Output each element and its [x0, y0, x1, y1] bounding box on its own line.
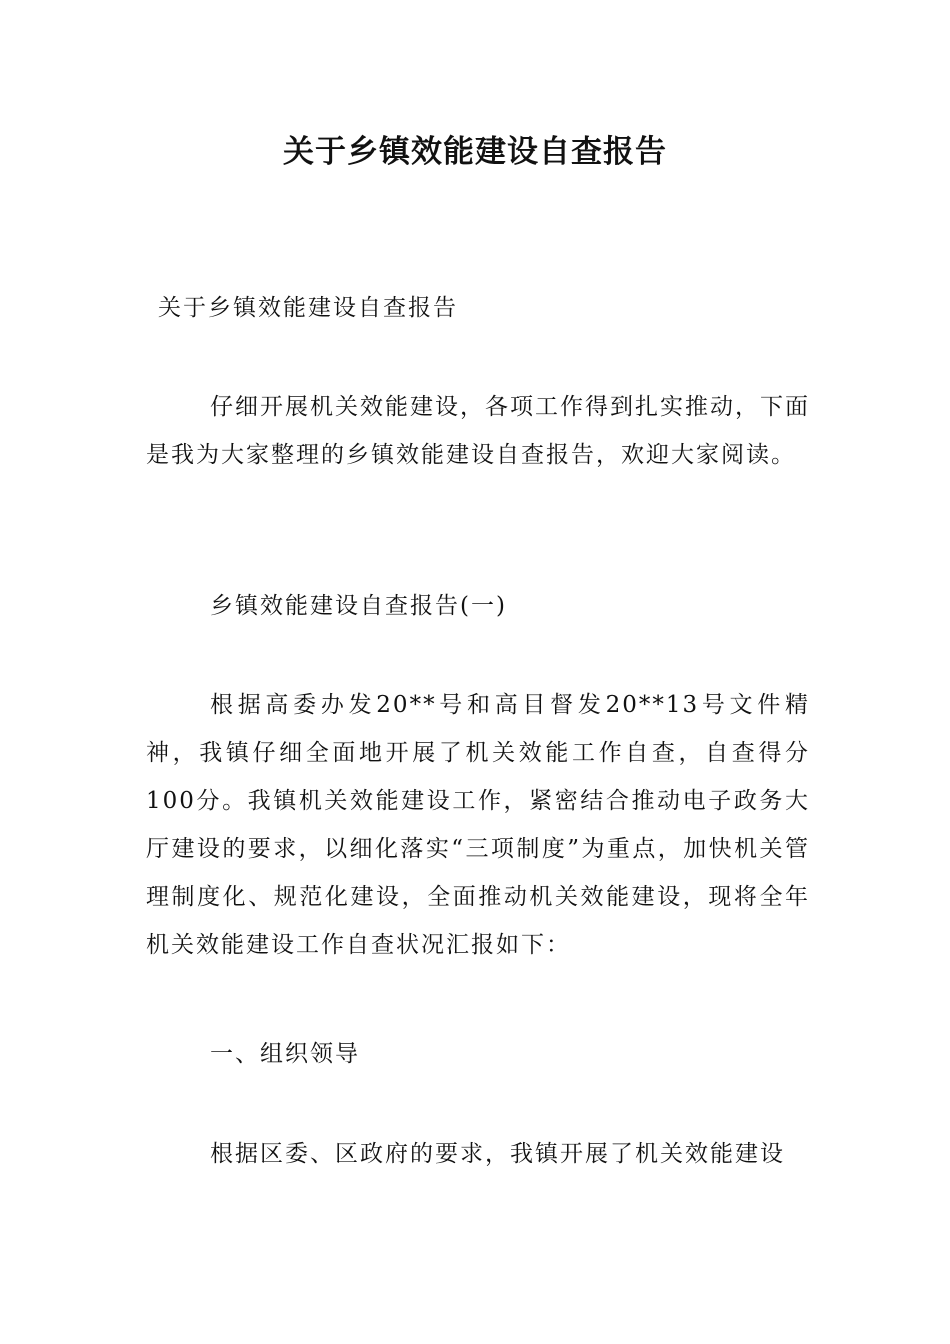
document-title: 关于乡镇效能建设自查报告	[283, 134, 667, 170]
document-subtitle: 关于乡镇效能建设自查报告	[158, 295, 458, 321]
body-paragraph: 根据高委办发20**号和高目督发20**13号文件精神，我镇仔细全面地开展了机关效能工作自查，自查得分100分。我镇机关效能建设工作，紧密结合推动电子政务大厅建设的要求，以细化落实“三项制度”为重点，加快机关管理制度化、规范化建设，全面推动机关效能建设，现将全年机关效能建设工作自查状况汇报如下：	[146, 692, 810, 958]
body-paragraph-continued: 根据区委、区政府的要求，我镇开展了机关效能建设	[210, 1141, 785, 1167]
section-heading-organization: 一、组织领导	[210, 1041, 360, 1067]
intro-paragraph: 仔细开展机关效能建设，各项工作得到扎实推动，下面是我为大家整理的乡镇效能建设自查报告，欢迎大家阅读。	[146, 394, 810, 468]
section-heading-report-one: 乡镇效能建设自查报告(一)	[210, 593, 507, 619]
